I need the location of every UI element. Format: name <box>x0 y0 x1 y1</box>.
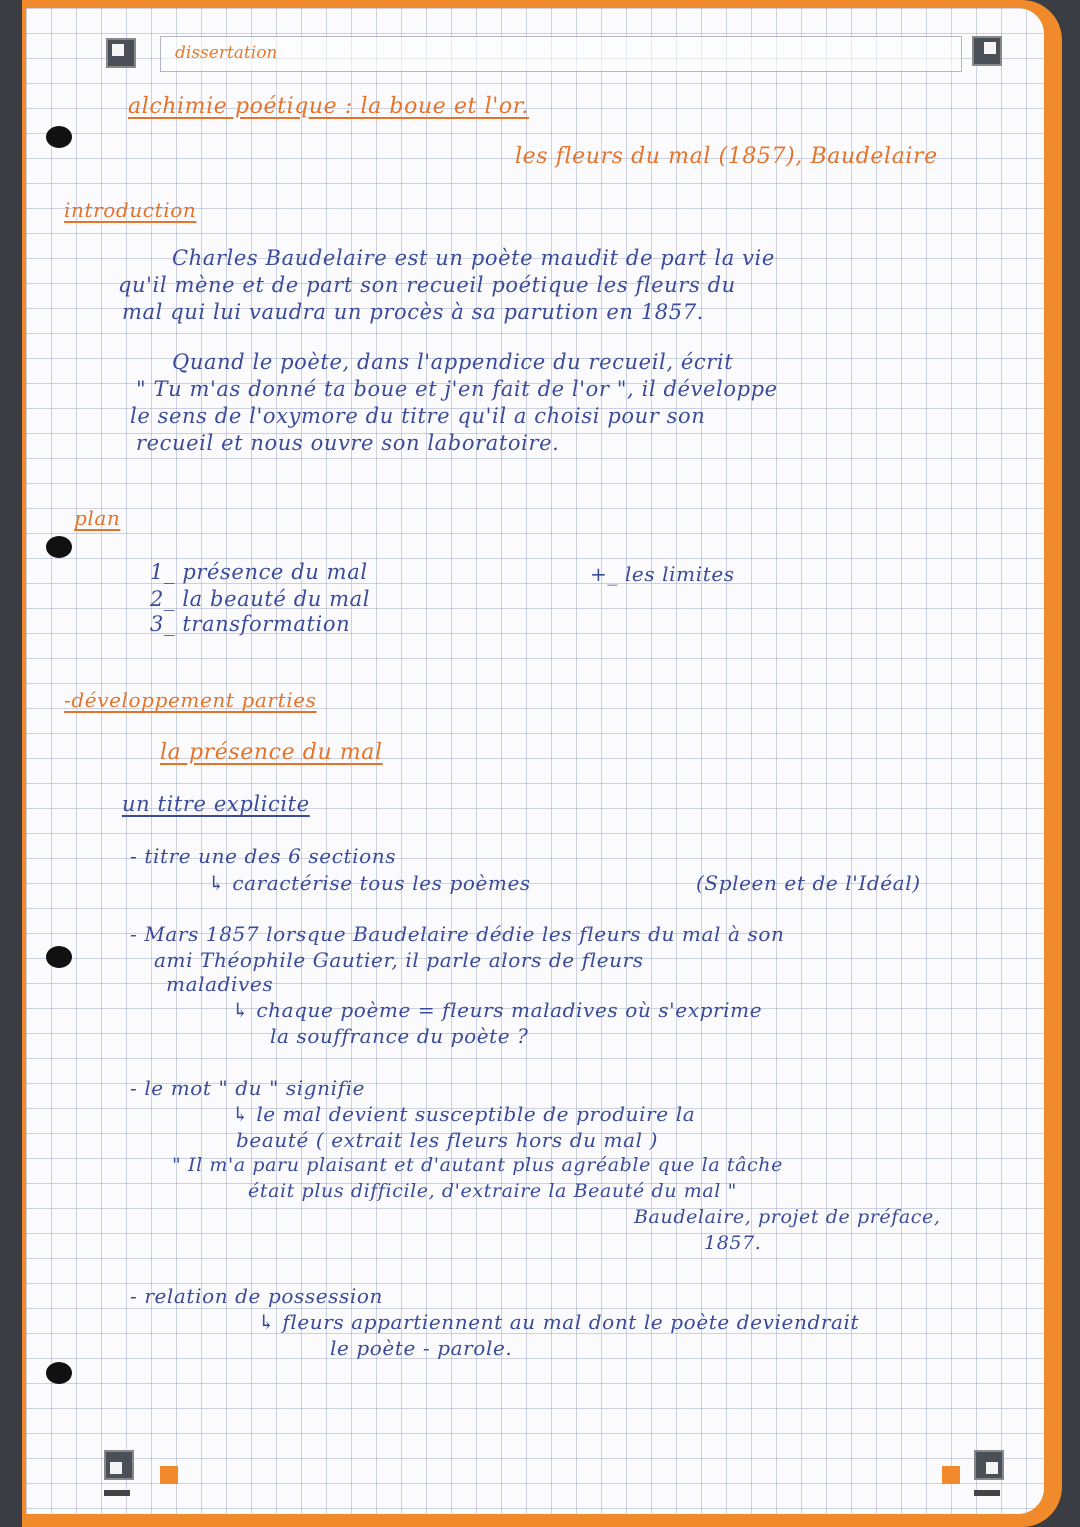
sub-title: un titre explicite <box>122 792 310 816</box>
bullet-line: ami Théophile Gautier, il parle alors de fleurs <box>154 948 644 972</box>
intro-line: le sens de l'oxymore du titre qu'il a choisi pour son <box>130 404 706 428</box>
intro-line: " Tu m'as donné ta boue et j'en fait de l'or ", il développe <box>136 377 778 401</box>
intro-line: Charles Baudelaire est un poète maudit de part la vie <box>172 246 775 270</box>
quote-date: 1857. <box>704 1232 762 1254</box>
orange-square-marker <box>160 1466 178 1484</box>
bullet-line: ↳ caractérise tous les poèmes <box>208 871 531 895</box>
binder-hole <box>46 946 72 968</box>
bullet-line: (Spleen et de l'Idéal) <box>696 871 921 895</box>
quote-line: " Il m'a paru plaisant et d'autant plus agréable que la tâche <box>172 1154 783 1176</box>
bullet-line: - le mot " du " signifie <box>130 1076 366 1100</box>
introduction-heading: introduction <box>64 198 197 222</box>
corner-marker-icon <box>972 36 1002 66</box>
bullet-line: ↳ chaque poème = fleurs maladives où s'exprime <box>232 998 763 1022</box>
page-title: alchimie poétique : la boue et l'or. <box>128 94 530 119</box>
plan-extra: +_ les limites <box>590 562 735 586</box>
bullet-line: la souffrance du poète ? <box>270 1024 529 1048</box>
bullet-line: beauté ( extrait les fleurs hors du mal ) <box>236 1128 659 1152</box>
bullet-line: - relation de possession <box>130 1284 383 1308</box>
bullet-line: maladives <box>166 972 274 996</box>
development-heading: -développement parties <box>64 688 317 712</box>
bullet-line: le poète - parole. <box>330 1336 513 1360</box>
plan-heading: plan <box>74 506 121 530</box>
intro-line: qu'il mène et de part son recueil poétique les fleurs du <box>118 273 736 297</box>
plan-item: 2_ la beauté du mal <box>150 587 371 611</box>
plan-item: 3_ transformation <box>150 612 351 636</box>
bullet-line: - Mars 1857 lorsque Baudelaire dédie les fleurs du mal à son <box>130 922 785 946</box>
corner-marker-icon <box>974 1450 1004 1480</box>
scan-mark <box>974 1490 1000 1496</box>
quote-source: Baudelaire, projet de préface, <box>634 1206 941 1228</box>
binder-hole <box>46 536 72 558</box>
scan-mark <box>104 1490 130 1496</box>
intro-line: recueil et nous ouvre son laboratoire. <box>136 431 560 455</box>
part-title: la présence du mal <box>160 740 383 765</box>
bullet-line: ↳ le mal devient susceptible de produire la <box>232 1102 696 1126</box>
corner-marker-icon <box>104 1450 134 1480</box>
header-title-field <box>160 36 962 72</box>
orange-square-marker <box>942 1466 960 1484</box>
intro-line: mal qui lui vaudra un procès à sa parution en 1857. <box>122 300 704 324</box>
header-field-label: dissertation <box>175 43 278 63</box>
plan-item: 1_ présence du mal <box>150 560 368 584</box>
bullet-line: ↳ fleurs appartiennent au mal dont le poète deviendrait <box>258 1310 860 1334</box>
bullet-line: - titre une des 6 sections <box>130 844 397 868</box>
binder-hole <box>46 1362 72 1384</box>
intro-line: Quand le poète, dans l'appendice du recueil, écrit <box>172 350 734 374</box>
binder-hole <box>46 126 72 148</box>
corner-marker-icon <box>106 38 136 68</box>
quote-line: était plus difficile, d'extraire la Beauté du mal " <box>248 1180 737 1202</box>
page-subtitle: les fleurs du mal (1857), Baudelaire <box>515 144 938 169</box>
